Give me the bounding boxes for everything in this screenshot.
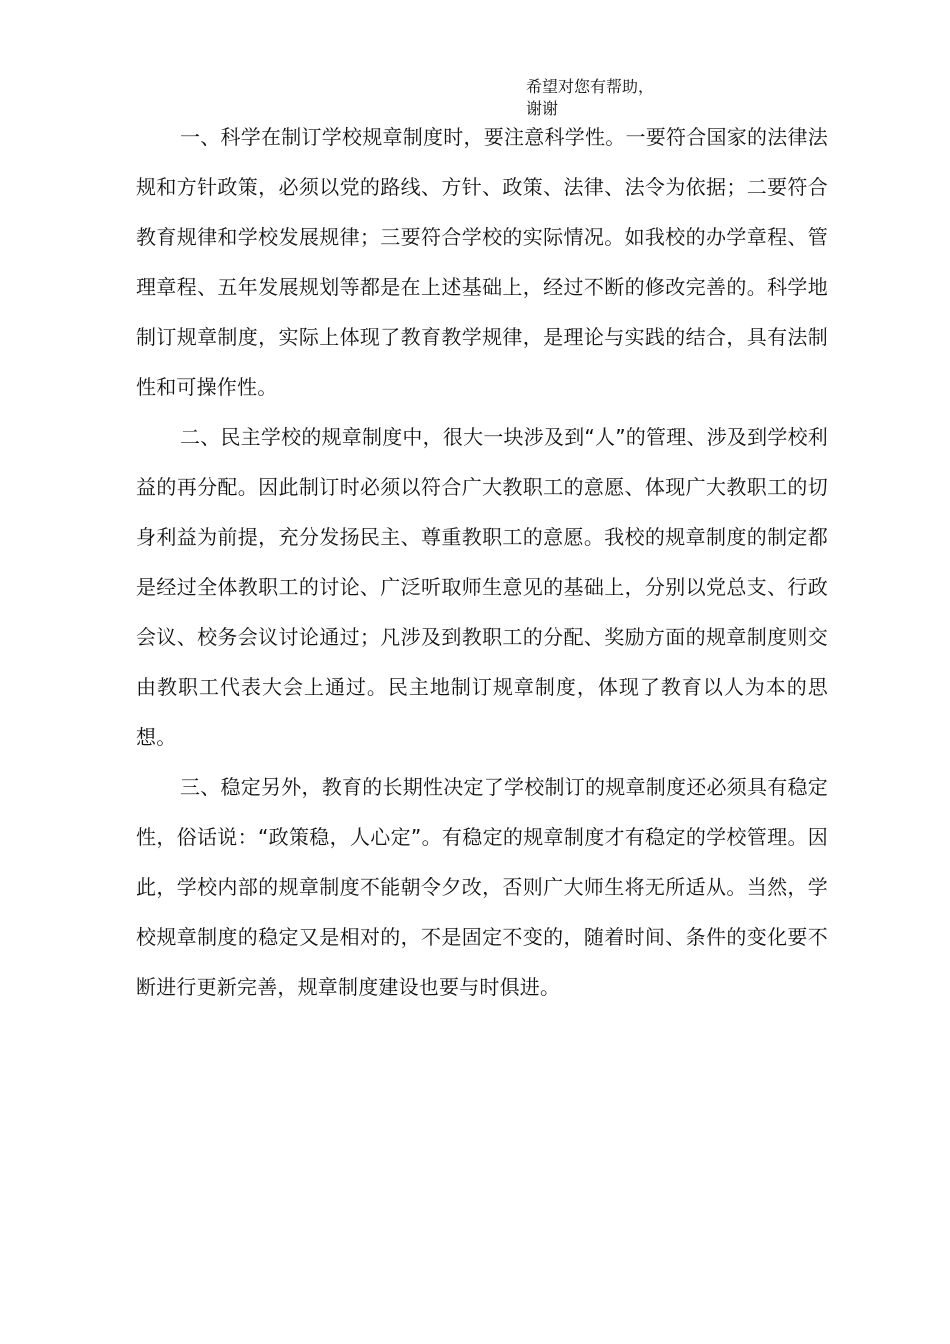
paragraph-scientific: 一、科学在制订学校规章制度时，要注意科学性。一要符合国家的法律法规和方针政策，必须以党的路线、方针、政策、法律、法令为依据；二要符合教育规律和学校发展规律；三要符合学校的实际情况。如我校的办学章程、管理章程、五年发展规划等都是在上述基础上，经过不断的修改完善的。科学地制订规章制度，实际上体现了教育教学规律，是理论与实践的结合，具有法制性和可操作性。 bbox=[136, 125, 828, 399]
paragraph-stability: 三、稳定另外，教育的长期性决定了学校制订的规章制度还必须具有稳定性，俗话说：“政策稳，人心定”。有稳定的规章制度才有稳定的学校管理。因此，学校内部的规章制度不能朝令夕改，否则广大师生将无所适从。当然，学校规章制度的稳定又是相对的，不是固定不变的，随着时间、条件的变化要不断进行更新完善，规章制度建设也要与时俱进。 bbox=[136, 775, 828, 999]
header-note-line-2: 谢谢 bbox=[526, 99, 559, 118]
paragraph-democratic: 二、民主学校的规章制度中，很大一块涉及到“人”的管理、涉及到学校利益的再分配。因此制订时必须以符合广大教职工的意愿、体现广大教职工的切身利益为前提，充分发扬民主、尊重教职工的意愿。我校的规章制度的制定都是经过全体教职工的讨论、广泛听取师生意见的基础上，分别以党总支、行政会议、校务会议讨论通过；凡涉及到教职工的分配、奖励方面的规章制度则交由教职工代表大会上通过。民主地制订规章制度，体现了教育以人为本的思想。 bbox=[136, 425, 828, 749]
document-body bbox=[136, 112, 828, 1012]
header-note-line-1: 希望对您有帮助， bbox=[526, 77, 655, 96]
